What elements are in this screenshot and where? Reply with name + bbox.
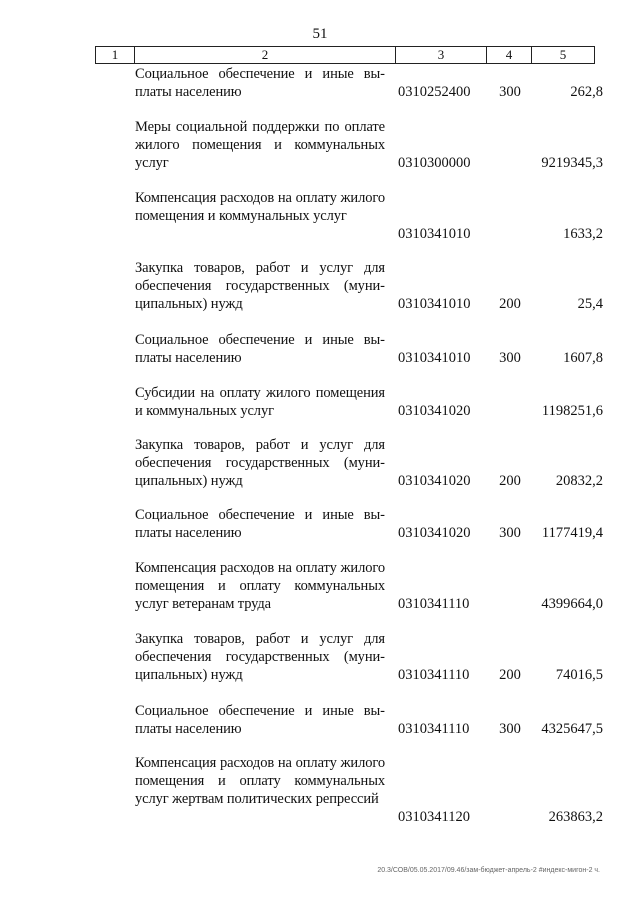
page-number: 51 bbox=[312, 26, 328, 42]
header-col-1: 1 bbox=[96, 47, 135, 64]
row-description: Социальное обеспечение и иные выплаты населению bbox=[135, 703, 385, 737]
row-amount: 1633,2 bbox=[563, 226, 603, 242]
table-row bbox=[0, 331, 640, 367]
row-description: Социальное обеспечение и иные выплаты населению bbox=[135, 507, 385, 541]
header-col-2: 2 bbox=[135, 47, 396, 64]
row-description: Социальное обеспечение и иные выплаты населению bbox=[135, 66, 385, 100]
table-row bbox=[0, 754, 640, 826]
row-code: 0310341020 bbox=[398, 403, 471, 419]
table-header bbox=[95, 46, 595, 64]
row-code: 0310341010 bbox=[398, 226, 471, 242]
row-description: Компенсация расходов на оплату жилого помещения и оплату коммунальных услуг жертвам политических репрессий bbox=[135, 755, 385, 807]
row-description: Субсидии на оплату жилого помещения и коммунальных услуг bbox=[135, 385, 385, 419]
header-col-4: 4 bbox=[487, 47, 532, 64]
row-amount: 4399664,0 bbox=[541, 596, 603, 612]
table-row bbox=[0, 559, 640, 613]
row-type: 200 bbox=[499, 667, 521, 683]
row-code: 0310341110 bbox=[398, 596, 470, 612]
row-type: 200 bbox=[499, 296, 521, 312]
table-row bbox=[0, 65, 640, 101]
row-amount: 25,4 bbox=[577, 296, 603, 312]
row-code: 0310341110 bbox=[398, 721, 470, 737]
row-code: 0310341120 bbox=[398, 809, 470, 825]
row-code: 0310341010 bbox=[398, 350, 471, 366]
row-amount: 4325647,5 bbox=[541, 721, 603, 737]
row-code: 0310341020 bbox=[398, 525, 471, 541]
row-description: Компенсация расходов на оплату жилого помещения и оплату коммунальных услуг ветеранам труда bbox=[135, 560, 385, 612]
row-code: 0310341110 bbox=[398, 667, 470, 683]
header-col-3: 3 bbox=[396, 47, 487, 64]
row-amount: 9219345,3 bbox=[541, 155, 603, 171]
row-description: Компенсация расходов на оплату жилого помещения и коммунальных услуг bbox=[135, 190, 385, 224]
row-amount: 1198251,6 bbox=[541, 403, 603, 419]
table-row bbox=[0, 118, 640, 172]
header-col-5: 5 bbox=[532, 47, 595, 64]
row-code: 0310252400 bbox=[398, 84, 471, 100]
row-type: 300 bbox=[499, 721, 521, 737]
row-amount: 1607,8 bbox=[563, 350, 603, 366]
row-amount: 262,8 bbox=[570, 84, 603, 100]
row-description: Закупка товаров, работ и услуг для обеспечения государственных (муниципальных) нужд bbox=[135, 631, 385, 683]
row-type: 300 bbox=[499, 350, 521, 366]
row-description: Меры социальной поддержки по оплате жилого помещения и коммунальных услуг bbox=[135, 119, 385, 171]
row-description: Закупка товаров, работ и услуг для обеспечения государственных (муниципальных) нужд bbox=[135, 260, 385, 312]
row-type: 200 bbox=[499, 473, 521, 489]
row-code: 0310300000 bbox=[398, 155, 471, 171]
table-row bbox=[0, 506, 640, 542]
table-row bbox=[0, 259, 640, 313]
row-amount: 1177419,4 bbox=[541, 525, 603, 541]
footer-file-path: 20.3/СОВ/05.05.2017/09.46/зам-бюджет-апрель-2 #индекс-мигон-2 ч. bbox=[377, 867, 600, 874]
row-amount: 20832,2 bbox=[555, 473, 603, 489]
row-amount: 263863,2 bbox=[548, 809, 603, 825]
table-row bbox=[0, 702, 640, 738]
table-row bbox=[0, 189, 640, 243]
row-code: 0310341010 bbox=[398, 296, 471, 312]
row-type: 300 bbox=[499, 84, 521, 100]
row-description: Закупка товаров, работ и услуг для обеспечения государственных (муниципальных) нужд bbox=[135, 437, 385, 489]
row-code: 0310341020 bbox=[398, 473, 471, 489]
table-row bbox=[0, 436, 640, 490]
table-row bbox=[0, 630, 640, 684]
row-type: 300 bbox=[499, 525, 521, 541]
row-amount: 74016,5 bbox=[555, 667, 603, 683]
row-description: Социальное обеспечение и иные выплаты населению bbox=[135, 332, 385, 366]
table-row bbox=[0, 384, 640, 420]
